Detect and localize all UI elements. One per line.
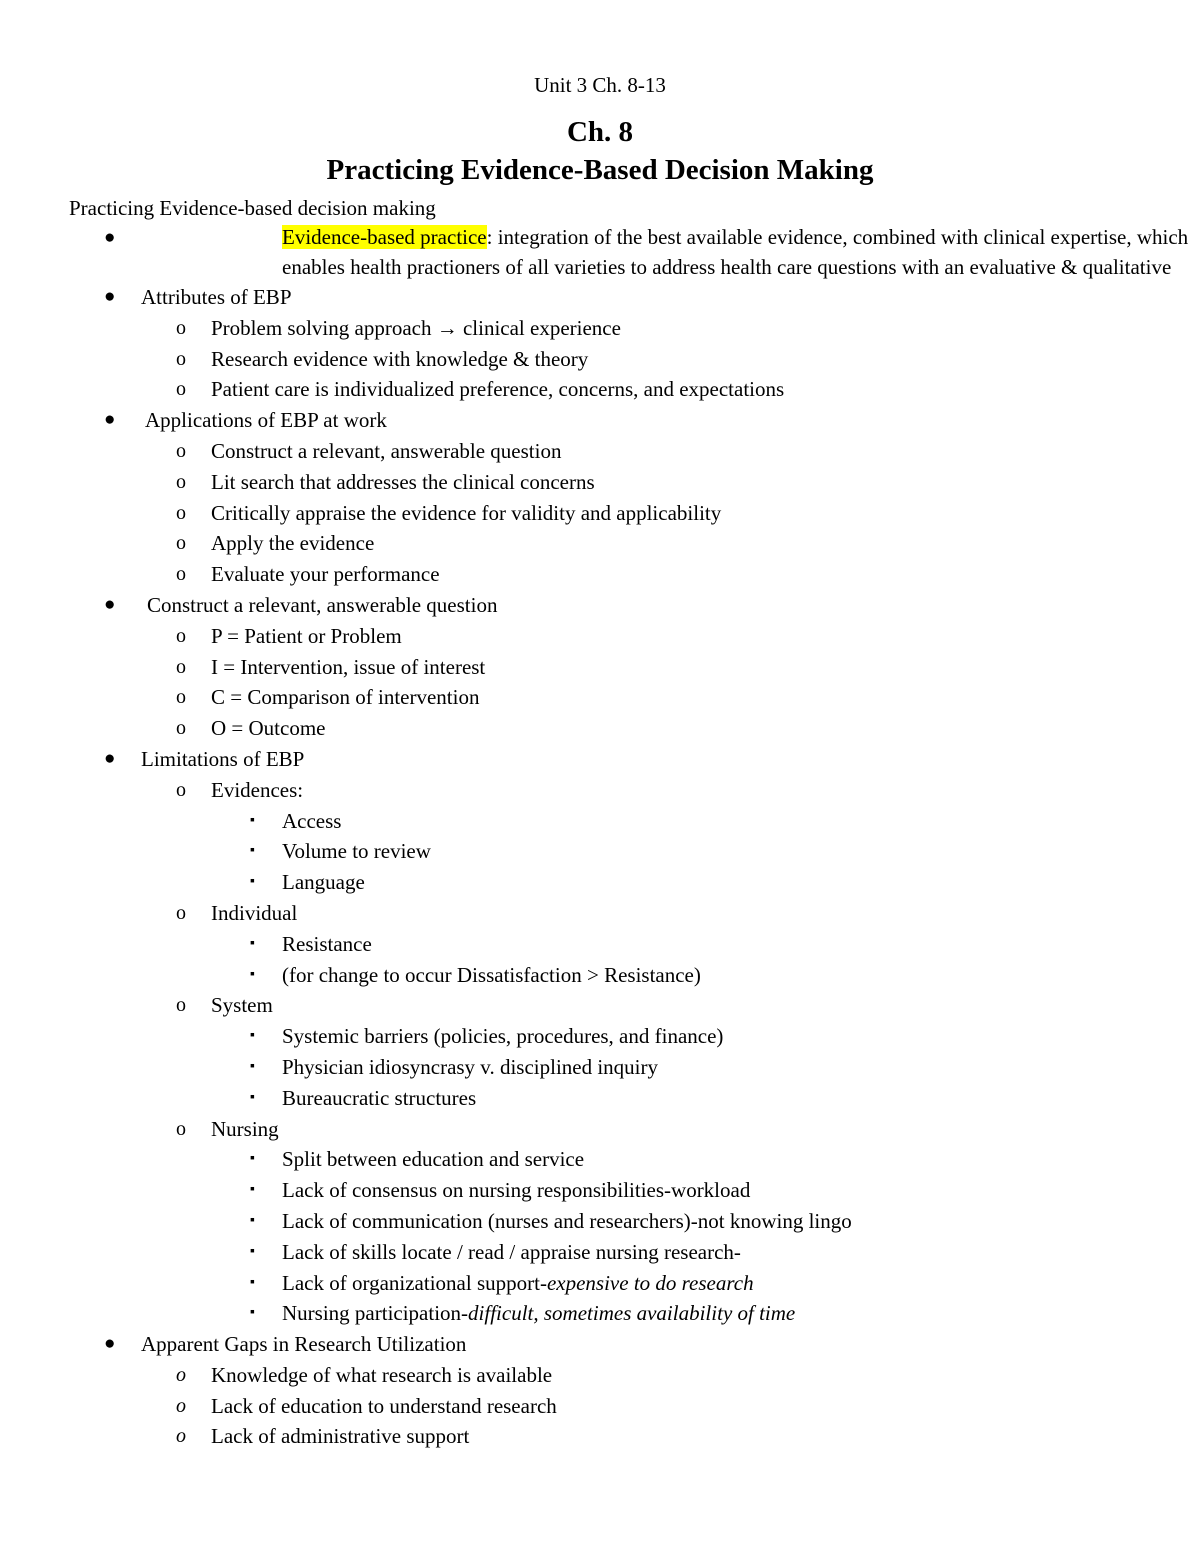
sub-list-item: o Lit search that addresses the clinical concerns	[0, 467, 1200, 498]
sub-sub-list-item: ▪ Resistance	[0, 929, 1200, 960]
highlighted-term: Evidence-based practice	[282, 225, 487, 249]
sub-list-item: o Patient care is individualized preference, concerns, and expectations	[0, 374, 1200, 405]
sub-sub-list-item: ▪ Lack of communication (nurses and researchers)-not knowing lingo	[0, 1206, 1200, 1237]
list-item: ● Attributes of EBP	[0, 282, 1200, 313]
sub-list-item: o System	[0, 990, 1200, 1021]
sub-list-item: o C = Comparison of intervention	[0, 682, 1200, 713]
list-item: ● Construct a relevant, answerable question	[0, 590, 1200, 621]
sub-list-item: o Nursing	[0, 1114, 1200, 1145]
circle-marker: o	[176, 316, 186, 339]
square-marker: ▪	[250, 843, 255, 859]
sub-list-item: o O = Outcome	[0, 713, 1200, 744]
square-marker: ▪	[250, 1182, 255, 1198]
italic-note: expensive to do research	[546, 1270, 754, 1295]
square-marker: ▪	[250, 1212, 255, 1228]
circle-marker: o	[176, 470, 186, 493]
sub-list-item: o Apply the evidence	[0, 528, 1200, 559]
sub-sub-list-item: ▪ Split between education and service	[0, 1144, 1200, 1175]
sub-list-item: o Lack of education to understand research	[0, 1391, 1200, 1422]
sub-list-item: o Lack of administrative support	[0, 1421, 1200, 1452]
definition-text: : integration of the best available evidence, combined with clinical expertise, which enables health practioners of all varieties to address health care questions with an evaluative & qualitative	[282, 225, 1189, 279]
sub-sub-list-item: ▪ Volume to review	[0, 836, 1200, 867]
circle-marker: o	[176, 717, 186, 740]
circle-marker: o	[176, 1117, 186, 1140]
list-item	[0, 223, 1200, 282]
circle-marker: o	[176, 563, 186, 586]
sub-sub-list-item: ▪ Access	[0, 806, 1200, 837]
circle-marker: o	[176, 624, 186, 647]
square-marker: ▪	[250, 966, 255, 982]
square-marker: ▪	[250, 1305, 255, 1321]
sub-sub-list-item: ▪ Lack of organizational support-expensive to do research	[0, 1268, 1200, 1299]
square-marker: ▪	[250, 812, 255, 828]
circle-marker: o	[176, 439, 186, 462]
circle-marker: o	[176, 1425, 186, 1448]
sub-sub-list-item: ▪ Nursing participation-difficult, sometimes availability of time	[0, 1298, 1200, 1329]
square-marker: ▪	[250, 1058, 255, 1074]
bullet-marker: ●	[104, 227, 116, 248]
page-title: Practicing Evidence-Based Decision Making	[326, 154, 874, 186]
sub-sub-list-item: ▪ Bureaucratic structures	[0, 1083, 1200, 1114]
sub-list-item: o Evaluate your performance	[0, 559, 1200, 590]
sub-list-item: o Critically appraise the evidence for validity and applicability	[0, 498, 1200, 529]
circle-marker: o	[176, 347, 186, 370]
square-marker: ▪	[250, 1151, 255, 1167]
square-marker: ▪	[250, 1089, 255, 1105]
page-header: Unit 3 Ch. 8-13	[534, 73, 666, 97]
circle-marker: o	[176, 901, 186, 924]
sub-sub-list-item: ▪ Systemic barriers (policies, procedures, and finance)	[0, 1021, 1200, 1052]
circle-marker: o	[176, 501, 186, 524]
intro-line: Practicing Evidence-based decision making	[69, 196, 436, 220]
sub-list-item: o Evidences:	[0, 775, 1200, 806]
circle-marker: o	[176, 994, 186, 1017]
sub-list-item: o I = Intervention, issue of interest	[0, 652, 1200, 683]
sub-sub-list-item: ▪ Lack of consensus on nursing responsibilities-workload	[0, 1175, 1200, 1206]
list-item: ● Limitations of EBP	[0, 744, 1200, 775]
sub-sub-list-item: ▪ Lack of skills locate / read / appraise nursing research-	[0, 1237, 1200, 1268]
circle-marker: o	[176, 686, 186, 709]
bullet-marker: ●	[104, 1333, 116, 1355]
italic-note: difficult, sometimes availability of time	[468, 1301, 796, 1326]
circle-marker: o	[176, 378, 186, 401]
sub-list-item: o P = Patient or Problem	[0, 621, 1200, 652]
circle-marker: o	[176, 655, 186, 678]
square-marker: ▪	[250, 1028, 255, 1044]
bullet-marker: ●	[104, 409, 116, 431]
circle-marker: o	[176, 1363, 186, 1386]
chapter-heading: Ch. 8	[566, 116, 634, 148]
square-marker: ▪	[250, 1243, 255, 1259]
sub-list-item: o Knowledge of what research is available	[0, 1360, 1200, 1391]
sub-list-item: o Individual	[0, 898, 1200, 929]
bullet-marker: ●	[104, 593, 116, 615]
bullet-marker: ●	[104, 286, 116, 307]
sub-sub-list-item: ▪ (for change to occur Dissatisfaction > Resistance)	[0, 960, 1200, 991]
sub-list-item: o Research evidence with knowledge & theory	[0, 344, 1200, 375]
list-item: ● Applications of EBP at work	[0, 405, 1200, 436]
circle-marker: o	[176, 1394, 186, 1417]
circle-marker: o	[176, 532, 186, 555]
square-marker: ▪	[250, 935, 255, 951]
list-item: ● Apparent Gaps in Research Utilization	[0, 1329, 1200, 1360]
outline	[0, 223, 1200, 1452]
sub-sub-list-item: ▪ Physician idiosyncrasy v. disciplined inquiry	[0, 1052, 1200, 1083]
square-marker: ▪	[250, 1274, 255, 1290]
bullet-marker: ●	[104, 747, 116, 769]
sub-list-item: o Construct a relevant, answerable question	[0, 436, 1200, 467]
circle-marker: o	[176, 778, 186, 801]
square-marker: ▪	[250, 874, 255, 890]
sub-sub-list-item: ▪ Language	[0, 867, 1200, 898]
sub-list-item: o Problem solving approach → clinical experience	[0, 313, 1200, 344]
